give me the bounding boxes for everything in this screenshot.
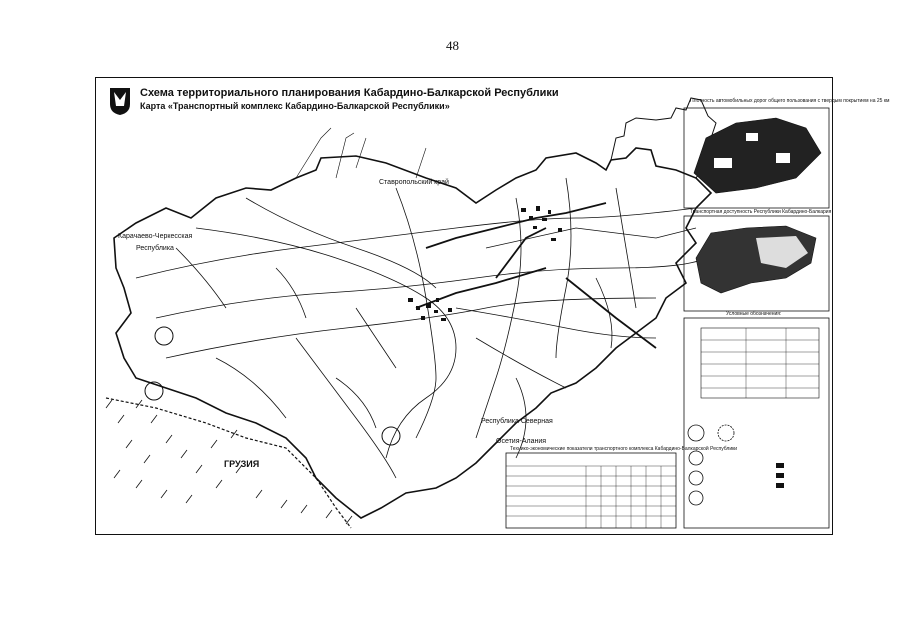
inset-accessibility-title: Транспортная доступность Республики Кабардино-Балкария — [690, 209, 832, 215]
data-table — [506, 453, 676, 528]
map-canvas — [96, 78, 832, 534]
legend-box — [684, 318, 829, 528]
inset-density-shape — [694, 118, 821, 193]
republic-boundary — [114, 148, 711, 518]
map-frame — [95, 77, 890, 535]
label-karachay-2: Республика — [136, 245, 174, 252]
legend-table — [701, 328, 819, 398]
label-karachay: Карачаево-Черкесская — [118, 233, 193, 240]
legend-title: Условные обозначения: — [726, 311, 782, 317]
page-number: 48 — [446, 38, 459, 53]
inset-density-title: Плотность автомобильных дорог общего пользования с твердым покрытием на 25 км — [690, 98, 890, 104]
marker-circle — [155, 327, 173, 345]
road-network — [136, 178, 706, 478]
label-ossetia: Республика Северная — [481, 418, 553, 425]
map-subtitle: Карта «Транспортный комплекс Кабардино-Балкарской Республики» — [140, 101, 450, 111]
main-roads — [416, 203, 656, 348]
label-stavropol: Ставропольский край — [379, 179, 449, 186]
label-ossetia-2: Осетия-Алания — [496, 438, 547, 445]
label-georgia: ГРУЗИЯ — [224, 459, 260, 469]
table-title: Технико-экономические показатели транспортного комплекса Кабардино-Балкарской Республики — [510, 446, 738, 452]
map-title: Схема территориального планирования Кабардино-Балкарской Республики — [140, 87, 559, 99]
